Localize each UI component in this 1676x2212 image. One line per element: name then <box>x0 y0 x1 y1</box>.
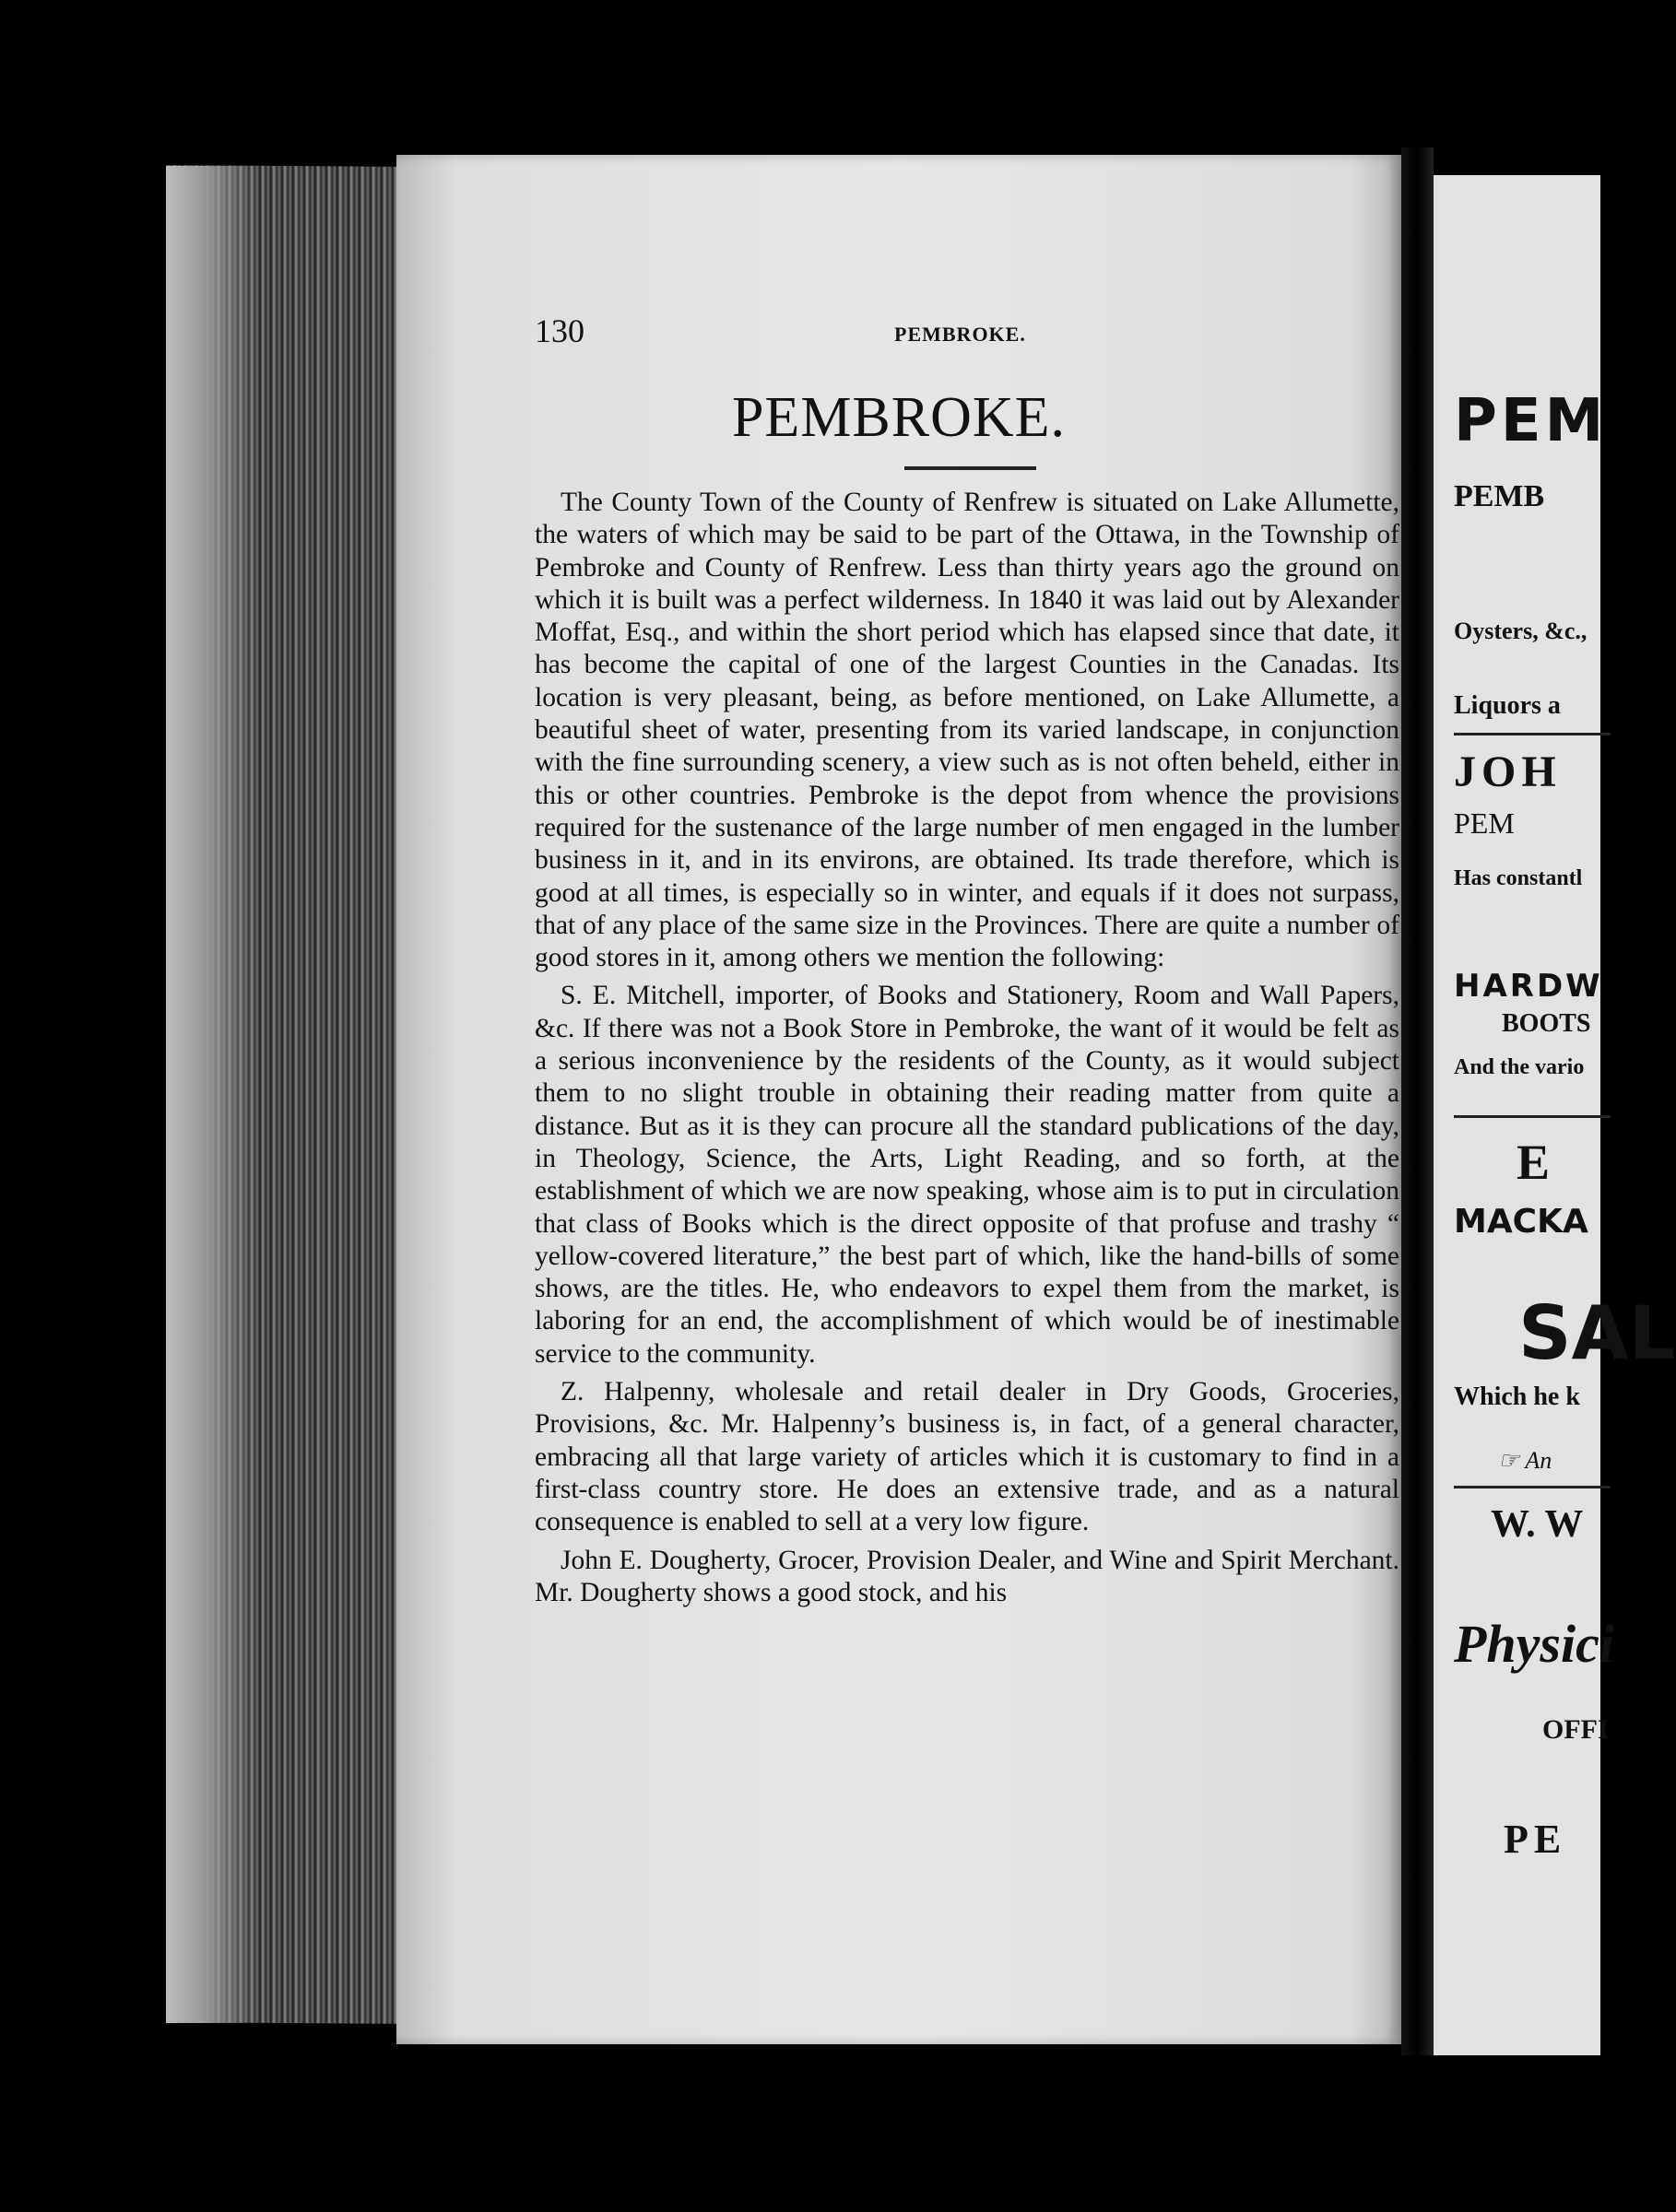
ad-heading: PEM <box>1454 387 1608 455</box>
ad-line: And the vario <box>1454 1055 1585 1079</box>
ad-rule <box>1454 1486 1611 1488</box>
ad-heading: Physici <box>1454 1614 1614 1674</box>
running-head: PEMBROKE. <box>894 323 1026 346</box>
ad-name: JOH <box>1454 747 1562 796</box>
page-title: PEMBROKE. <box>731 386 1067 449</box>
ad-line: BOOTS <box>1502 1009 1591 1038</box>
ad-name: W. W <box>1491 1503 1584 1546</box>
right-page-advertisement <box>1434 175 1676 2055</box>
ad-subheading: PEMB <box>1454 479 1545 513</box>
ad-line: Which he k <box>1454 1382 1580 1411</box>
book-gutter <box>1401 147 1434 2055</box>
left-page <box>396 155 1401 2044</box>
ad-rule <box>1454 1115 1611 1118</box>
ad-line: PEM <box>1454 806 1515 840</box>
book-edge-shading <box>166 166 258 2023</box>
ad-line: HARDW <box>1454 968 1603 1005</box>
article-body <box>535 487 1399 1615</box>
ad-heading: SAL <box>1518 1290 1676 1376</box>
ad-line: Liquors a <box>1454 691 1561 720</box>
ad-name: MACKA <box>1454 1203 1588 1241</box>
ad-line: Has constantl <box>1454 866 1583 890</box>
page-number: 130 <box>535 312 584 349</box>
ad-line: ☞ An <box>1498 1447 1552 1474</box>
ad-heading: PE <box>1504 1817 1567 1862</box>
ad-line: Oysters, &c., <box>1454 618 1587 644</box>
paragraph-halpenny: Z. Halpenny, wholesale and retail dealer in Dry Goods, Groceries, Provisions, &c. Mr. Halpenny’s business is, in fact, of a general character, embracing all that large variety of articles which it is customary to find in a first-class country store. He does an extensive trade, and as a natural consequence is enabled to sell at a very low figure. <box>535 1377 1399 1537</box>
ad-line: OFFI <box>1542 1714 1609 1745</box>
ad-rule <box>1454 733 1611 735</box>
ad-initial: E <box>1517 1135 1551 1190</box>
title-rule <box>904 466 1036 470</box>
paragraph-mitchell: S. E. Mitchell, importer, of Books and Stationery, Room and Wall Papers, &c. If there was not a Book Store in Pembroke, the want of it would be felt as a serious inconvenience by the residents of the County, as it would subject them to no slight trouble in obtaining their reading matter from quite a distance. But as it is they can procure all the standard publications of the day, in Theology, Science, the Arts, Light Reading, and so forth, at the establishment of which we are now speaking, whose aim is to put in circulation that class of Books which is the direct opposite of that profuse and trashy “ yellow-covered literature,” the best part of which, like the hand-bills of some shows, are the titles. He, who endeavors to expel them from the market, is laboring for an end, the accomplishment of which would be of inestimable service to the community. <box>535 981 1399 1369</box>
paragraph-intro: The County Town of the County of Renfrew is situated on Lake Allumette, the waters of which may be said to be part of the Ottawa, in the Township of Pembroke and County of Renfrew. Less than thirty years ago the ground on which it is built was a perfect wilderness. In 1840 it was laid out by Alexander Moffat, Esq., and within the short period which has elapsed since that date, it has become the capital of one of the largest Counties in the Canadas. Its location is very pleasant, being, as before mentioned, on Lake Allumette, a beautiful sheet of water, presenting from its varied landscape, in conjunction with the fine surrounding scenery, a view such as is not often beheld, either in this or other countries. Pembroke is the depot from whence the provisions required for the sustenance of the large number of men engaged in the lumber business in it, and in its environs, are obtained. Its trade therefore, which is good at all times, is especially so in winter, and equals if it does not surpass, that of any place of the same size in the Provinces. There are quite a number of good stores in it, among others we mention the following: <box>535 488 1399 973</box>
paragraph-dougherty: John E. Dougherty, Grocer, Provision Dealer, and Wine and Spirit Merchant. Mr. Dougherty shows a good stock, and his <box>535 1545 1399 1607</box>
